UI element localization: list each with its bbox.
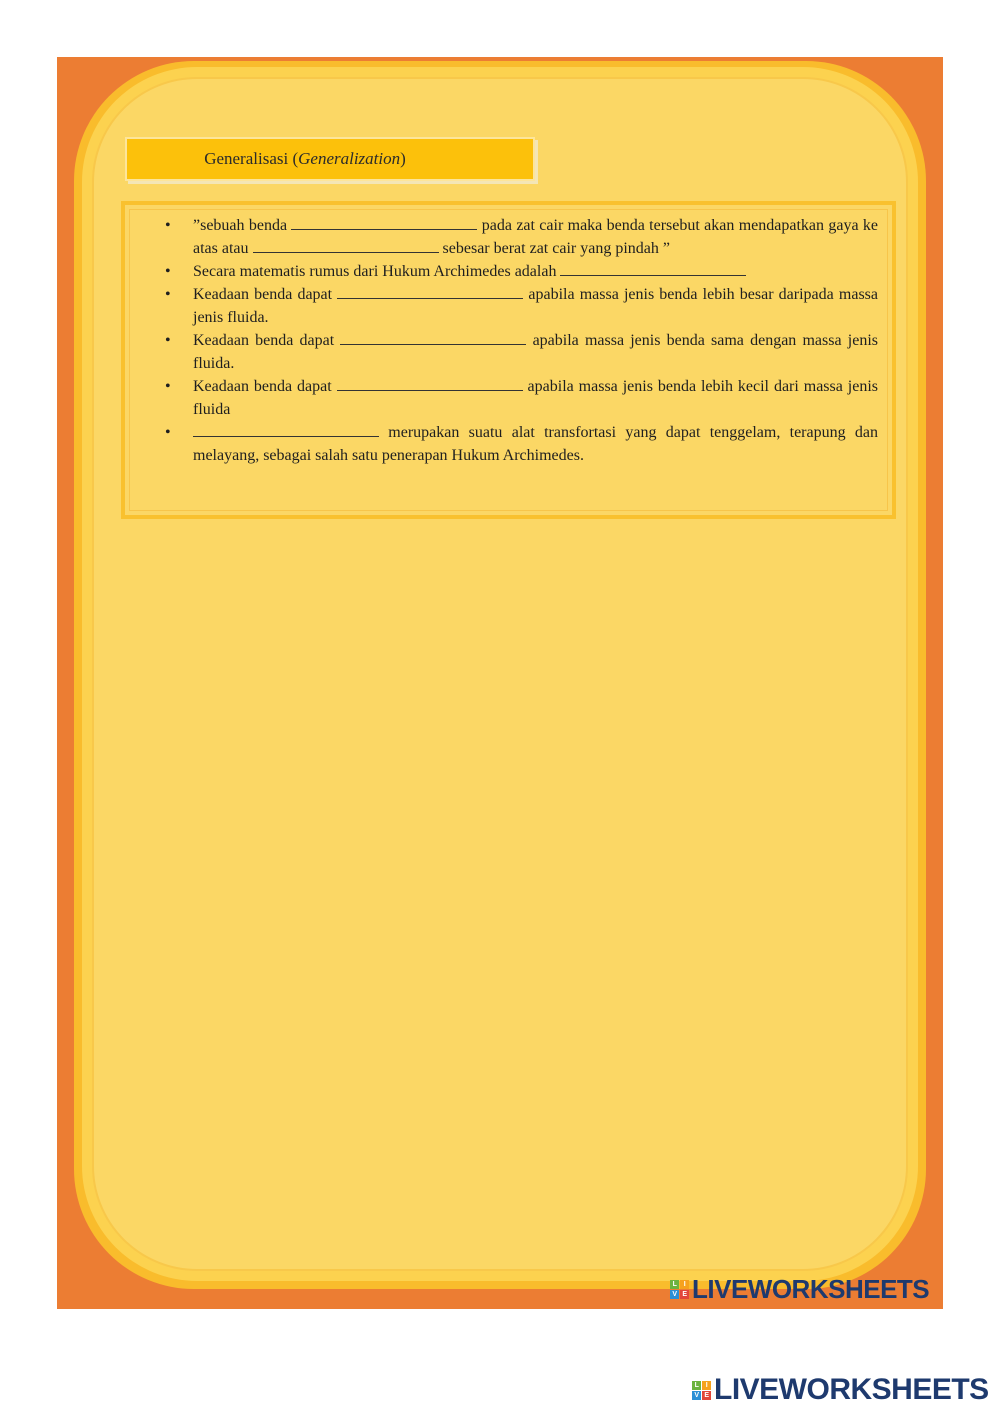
list-item: [193, 421, 878, 467]
item-text: Keadaan benda dapat: [193, 286, 338, 303]
answer-blank[interactable]: [337, 376, 523, 391]
section-title-italic: Generalization: [298, 149, 401, 168]
liveworksheets-wordmark: LIVEWORKSHEETS: [714, 1373, 989, 1406]
list-item: [193, 283, 878, 329]
section-title-close: ): [400, 149, 406, 168]
item-text: merupakan suatu alat transfortasi yang dapat tenggelam, terapung dan melayang, sebagai salah satu penerapan Hukum Archimedes.: [193, 424, 878, 464]
item-text: Keadaan benda dapat: [193, 378, 337, 395]
logo-letter-i: I: [702, 1381, 711, 1390]
logo-letter-v: V: [692, 1391, 701, 1400]
list-item: [193, 260, 878, 283]
item-text: ”sebuah benda: [193, 217, 292, 234]
logo-letter-v: V: [670, 1290, 679, 1299]
list-item: [193, 214, 878, 260]
item-text: apabila massa jenis benda lebih kecil dari massa jenis fluida: [193, 378, 879, 418]
logo-letter-e: E: [702, 1391, 711, 1400]
item-text: apabila massa jenis benda sama dengan massa jenis fluida.: [193, 332, 878, 372]
statement-list: [193, 214, 878, 467]
logo-letter-i: I: [680, 1280, 689, 1289]
logo-letter-l: L: [670, 1280, 679, 1289]
answer-blank[interactable]: [560, 261, 746, 276]
logo-letter-l: L: [692, 1381, 701, 1390]
list-item: [193, 329, 878, 375]
liveworksheets-logo-inner: [670, 1274, 929, 1305]
item-text: pada zat cair maka benda tersebut akan mendapatkan gaya ke atas atau: [193, 217, 878, 257]
section-title-box: [125, 137, 535, 181]
liveworksheets-logo-icon: [670, 1280, 689, 1299]
answer-blank[interactable]: [253, 238, 439, 253]
answer-blank[interactable]: [291, 215, 477, 230]
liveworksheets-logo-footer: [692, 1373, 989, 1407]
item-text: sebesar berat zat cair yang pindah ”: [438, 240, 670, 257]
logo-letter-e: E: [680, 1290, 689, 1299]
item-text: Secara matematis rumus dari Hukum Archimedes adalah: [193, 263, 561, 280]
item-text: Keadaan benda dapat: [193, 332, 341, 349]
answer-blank[interactable]: [340, 330, 526, 345]
section-title: [204, 149, 406, 169]
answer-blank[interactable]: [337, 284, 523, 299]
liveworksheets-logo-icon: [692, 1381, 711, 1400]
section-title-main: Generalisasi (: [204, 149, 299, 168]
liveworksheets-wordmark: LIVEWORKSHEETS: [692, 1274, 930, 1304]
answer-blank[interactable]: [193, 422, 379, 437]
item-text: apabila massa jenis benda lebih besar daripada massa jenis fluida.: [193, 286, 878, 326]
list-item: [193, 375, 878, 421]
